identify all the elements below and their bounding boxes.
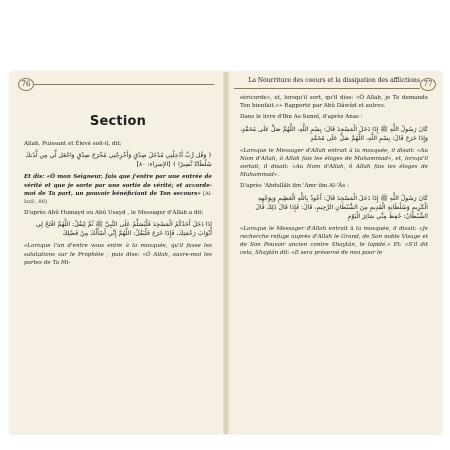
narration-text: D'après Abû Humayd ou Abû Usayd , le Messager d'Allah a dit: [24, 210, 204, 217]
arabic-hadith-2: كَانَ رَسُولُ اللَّهِ ﷺ إِذَا دَخَلَ الْمَسْجِدَ قَالَ: أَعُوذُ بِاللَّهِ الْعَظِيمِ وَبِوَجْهِهِ الْكَرِيمِ وَسُلْطَانِهِ الْقَدِيمِ مِنَ الشَّيْطَانِ الرَّجِيمِ، قَالَ: فَإِذَا قَالَ ذَلِكَ قَالَ الشَّيْطَانُ: حُفِظَ مِنِّي سَائِرَ الْيَوْمِ [255, 194, 428, 220]
right-header-rule [234, 88, 420, 89]
narration-1: Dans le livre d'Ibn As-Sunnî, d'après Anas : [240, 114, 363, 121]
book-spread [10, 72, 442, 434]
verse-translation: Et dis: «Ô mon Seigneur, fais que j'entre par une entrée de vérité et que je sorte par une sortie de vérité; et accorde-moi de Ta part, un pouvoir bénéficiant de Ton secours» [24, 174, 212, 197]
verse-reference: [Al-Isrâ', 80] [24, 190, 212, 206]
left-page-number: 76 [18, 78, 34, 91]
arabic-hadith-1: كَانَ رَسُولُ اللَّهِ ﷺ إِذَا دَخَلَ الْمَسْجِدَ قَالَ: بِسْمِ اللَّهِ، اللَّهُمَّ صَلِّ عَلَى مُحَمَّدٍ، وَإِذَا خَرَجَ قَالَ: بِسْمِ اللَّهِ، اللَّهُمَّ صَلِّ عَلَى مُحَمَّدٍ [240, 125, 428, 142]
hadith-translation: «Lorsque l'un d'entre vous entre à la mosquée, qu'il fasse les salutations sur le Prophète , puis dise: «Ô Allah, ouvre-moi les portes de Ta Mi- [24, 243, 212, 266]
narration-2: D'après 'Abdullâh ibn 'Amr ibn Al-'Âs : [240, 183, 349, 190]
translation-1: «Lorsque le Messager d'Allah entrait à la mosquée, il disait: «Au Nom d'Allah, ô Allah fais les éloges de Muhammad», et, lorsqu'il sortait, il disait: «Au Nom d'Allah, ô Allah fais les éloges de Muhammad». [240, 147, 428, 179]
right-content [240, 94, 428, 260]
translation-2: «Lorsque le Messager d'Allah entrait à la mosquée, il disait: «Je recherche refuge auprès d'Allah le Grand, de Son noble Visage et de Son Pouvoir ancien contre Shaytân, le lapidé.» Et: «S'il dit cela, Shaytân dit: «Il sera préservé de moi pour le [240, 225, 428, 257]
intro-text: Allah, Puissant et Élevé soit-il, dit: [24, 141, 122, 148]
arabic-hadith: إِذَا دَخَلَ أَحَدُكُمُ الْمَسْجِدَ فَلْيُسَلِّمْ عَلَى النَّبِيِّ ﷺ ثُمَّ لِيَقُلْ: اللَّهُمَّ افْتَحْ لِي أَبْوَابَ رَحْمَتِكَ، فَإِذَا خَرَجَ فَلْيَقُلْ: اللَّهُمَّ إِنِّي أَسْأَلُكَ مِنْ فَضْلِكَ [36, 221, 212, 238]
section-title: Section [89, 114, 147, 129]
left-header-rule [34, 84, 214, 85]
left-page [10, 72, 224, 434]
verse-translation-block [24, 173, 212, 206]
running-header: La Nourriture des coeurs et la dissipation des afflictions [248, 77, 420, 84]
right-page-number: 77 [420, 78, 436, 91]
right-page [228, 72, 442, 434]
arabic-verse: ﴿ وَقُل رَّبِّ أَدْخِلْنِي مُدْخَلَ صِدْقٍ وَأَخْرِجْنِي مُخْرَجَ صِدْقٍ وَاجْعَل لِّي مِن لَّدُنكَ سُلْطَانًا نَّصِيرًا ﴾ [الإسراء: ٨٠] [25, 152, 212, 169]
continuation-text: séricorde», et, lorsqu'il sort, qu'il dise: «Ô Allah, je Te demande Ton bienfait.»» Rapporté par Abû Dâwûd et autres. [240, 95, 428, 110]
left-content [24, 114, 212, 270]
